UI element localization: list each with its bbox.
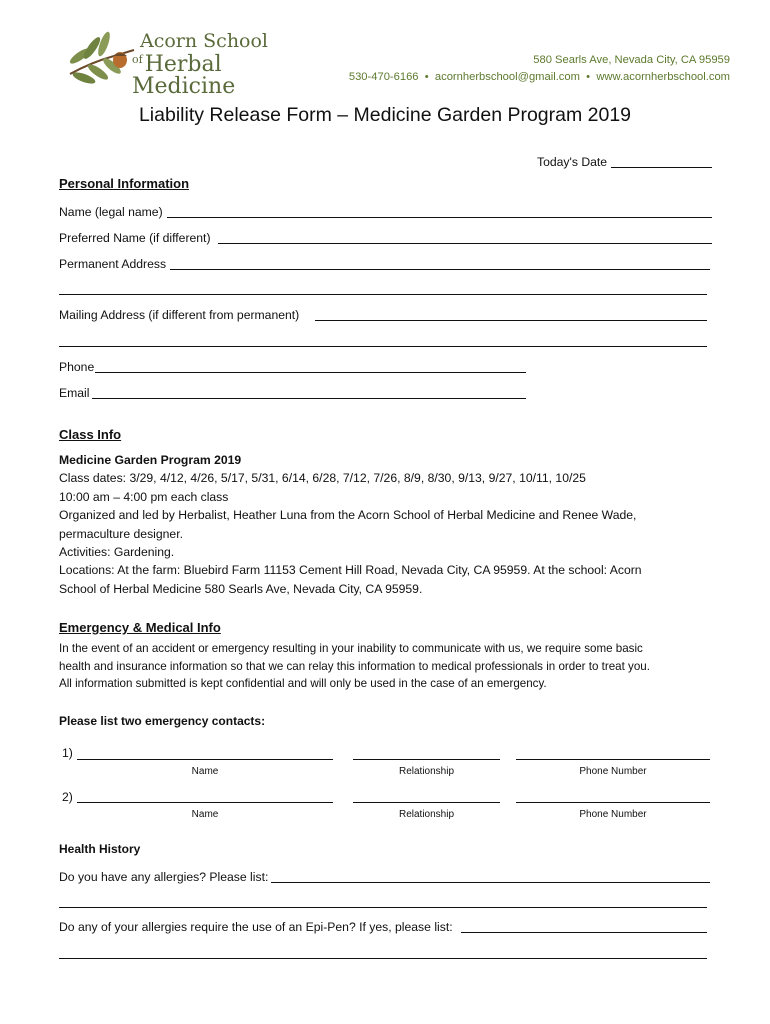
activities: Activities: Gardening.	[59, 545, 175, 560]
separator-dot: •	[424, 71, 429, 83]
class-info-body	[59, 451, 739, 598]
class-info-heading: Class Info	[59, 427, 122, 442]
contact-2-phone-caption: Phone Number	[579, 809, 647, 820]
contact-2-name-field[interactable]	[77, 802, 333, 803]
contact-2-relationship-caption: Relationship	[398, 809, 455, 820]
preferred-name-label: Preferred Name (if different)	[59, 231, 211, 245]
phone-field[interactable]	[95, 372, 526, 373]
contact-1-name-caption: Name	[191, 766, 219, 777]
locations-line-1: Locations: At the farm: Bluebird Farm 11153 Cement Hill Road, Nevada City, CA 95959. At the school: Acorn	[59, 563, 642, 578]
organizers-line-2: permaculture designer.	[59, 526, 183, 541]
name-field[interactable]	[167, 217, 712, 218]
contact-2-number: 2)	[62, 790, 73, 804]
epipen-label: Do any of your allergies require the use of an Epi-Pen? If yes, please list:	[59, 920, 453, 934]
allergies-label: Do you have any allergies? Please list:	[59, 870, 269, 884]
mailing-address-label: Mailing Address (if different from permanent)	[59, 308, 300, 322]
school-website: www.acornherbschool.com	[596, 71, 730, 83]
mailing-address-field[interactable]	[315, 320, 707, 321]
logo-of: of	[132, 53, 143, 66]
logo-line-2-text: Herbal Medicine	[132, 52, 236, 99]
organizers-line-1: Organized and led by Herbalist, Heather Luna from the Acorn School of Herbal Medicine and Renee Wade,	[59, 508, 637, 523]
health-history-heading: Health History	[59, 842, 141, 856]
allergies-field[interactable]	[271, 882, 710, 883]
permanent-address-label: Permanent Address	[59, 257, 167, 271]
permanent-address-field[interactable]	[170, 269, 710, 270]
allergies-field-line2[interactable]	[59, 907, 707, 908]
todays-date-label: Today's Date	[537, 155, 608, 169]
emergency-text-1: In the event of an accident or emergency resulting in your inability to communicate with us, we require some basic	[59, 642, 643, 655]
school-address: 580 Searls Ave, Nevada City, CA 95959	[533, 54, 730, 66]
school-email: acornherbschool@gmail.com	[434, 71, 580, 83]
contact-2-phone-field[interactable]	[516, 802, 710, 803]
class-time: 10:00 am – 4:00 pm each class	[59, 489, 229, 504]
epipen-field-line2[interactable]	[59, 958, 707, 959]
phone-label: Phone	[59, 360, 95, 374]
logo-line-2	[132, 54, 302, 98]
contact-1-phone-caption: Phone Number	[579, 766, 647, 777]
logo-wordmark	[132, 30, 302, 99]
class-dates: Class dates: 3/29, 4/12, 4/26, 5/17, 5/31, 6/14, 6/28, 7/12, 7/26, 8/9, 8/30, 9/13, 9/27, 10/11, 10/25	[59, 471, 586, 486]
contact-2-name-caption: Name	[191, 809, 219, 820]
school-contact-line	[349, 71, 730, 83]
preferred-name-field[interactable]	[218, 243, 712, 244]
contact-2-relationship-field[interactable]	[353, 802, 500, 803]
school-logo	[62, 26, 302, 99]
locations-line-2: School of Herbal Medicine 580 Searls Ave, Nevada City, CA 95959.	[59, 581, 423, 596]
emergency-heading: Emergency & Medical Info	[59, 620, 221, 635]
todays-date-field[interactable]	[611, 167, 712, 168]
separator-dot: •	[586, 71, 591, 83]
name-label: Name (legal name)	[59, 205, 163, 219]
program-name: Medicine Garden Program 2019	[59, 453, 242, 467]
mailing-address-field-line2[interactable]	[59, 346, 707, 347]
logo-line-1: Acorn School	[140, 30, 269, 52]
epipen-field[interactable]	[461, 932, 707, 933]
leaf-branch-icon	[62, 26, 142, 92]
emergency-paragraph	[59, 640, 749, 693]
contact-1-name-field[interactable]	[77, 759, 333, 760]
emergency-contacts-label: Please list two emergency contacts:	[59, 714, 266, 728]
personal-info-heading: Personal Information	[59, 176, 190, 191]
school-phone: 530-470-6166	[348, 71, 419, 83]
emergency-text-3: All information submitted is kept confidential and will only be used in the case of an emergency.	[59, 677, 547, 691]
contact-1-number: 1)	[62, 746, 73, 760]
email-field[interactable]	[92, 398, 526, 399]
email-label: Email	[59, 386, 90, 400]
page-title: Liability Release Form – Medicine Garden Program 2019	[138, 104, 632, 126]
contact-1-relationship-field[interactable]	[353, 759, 500, 760]
contact-1-phone-field[interactable]	[516, 759, 710, 760]
contact-1-relationship-caption: Relationship	[398, 766, 455, 777]
permanent-address-field-line2[interactable]	[59, 294, 707, 295]
emergency-text-2: health and insurance information so that we can relay this information to medical professionals in order to treat you.	[59, 659, 650, 673]
